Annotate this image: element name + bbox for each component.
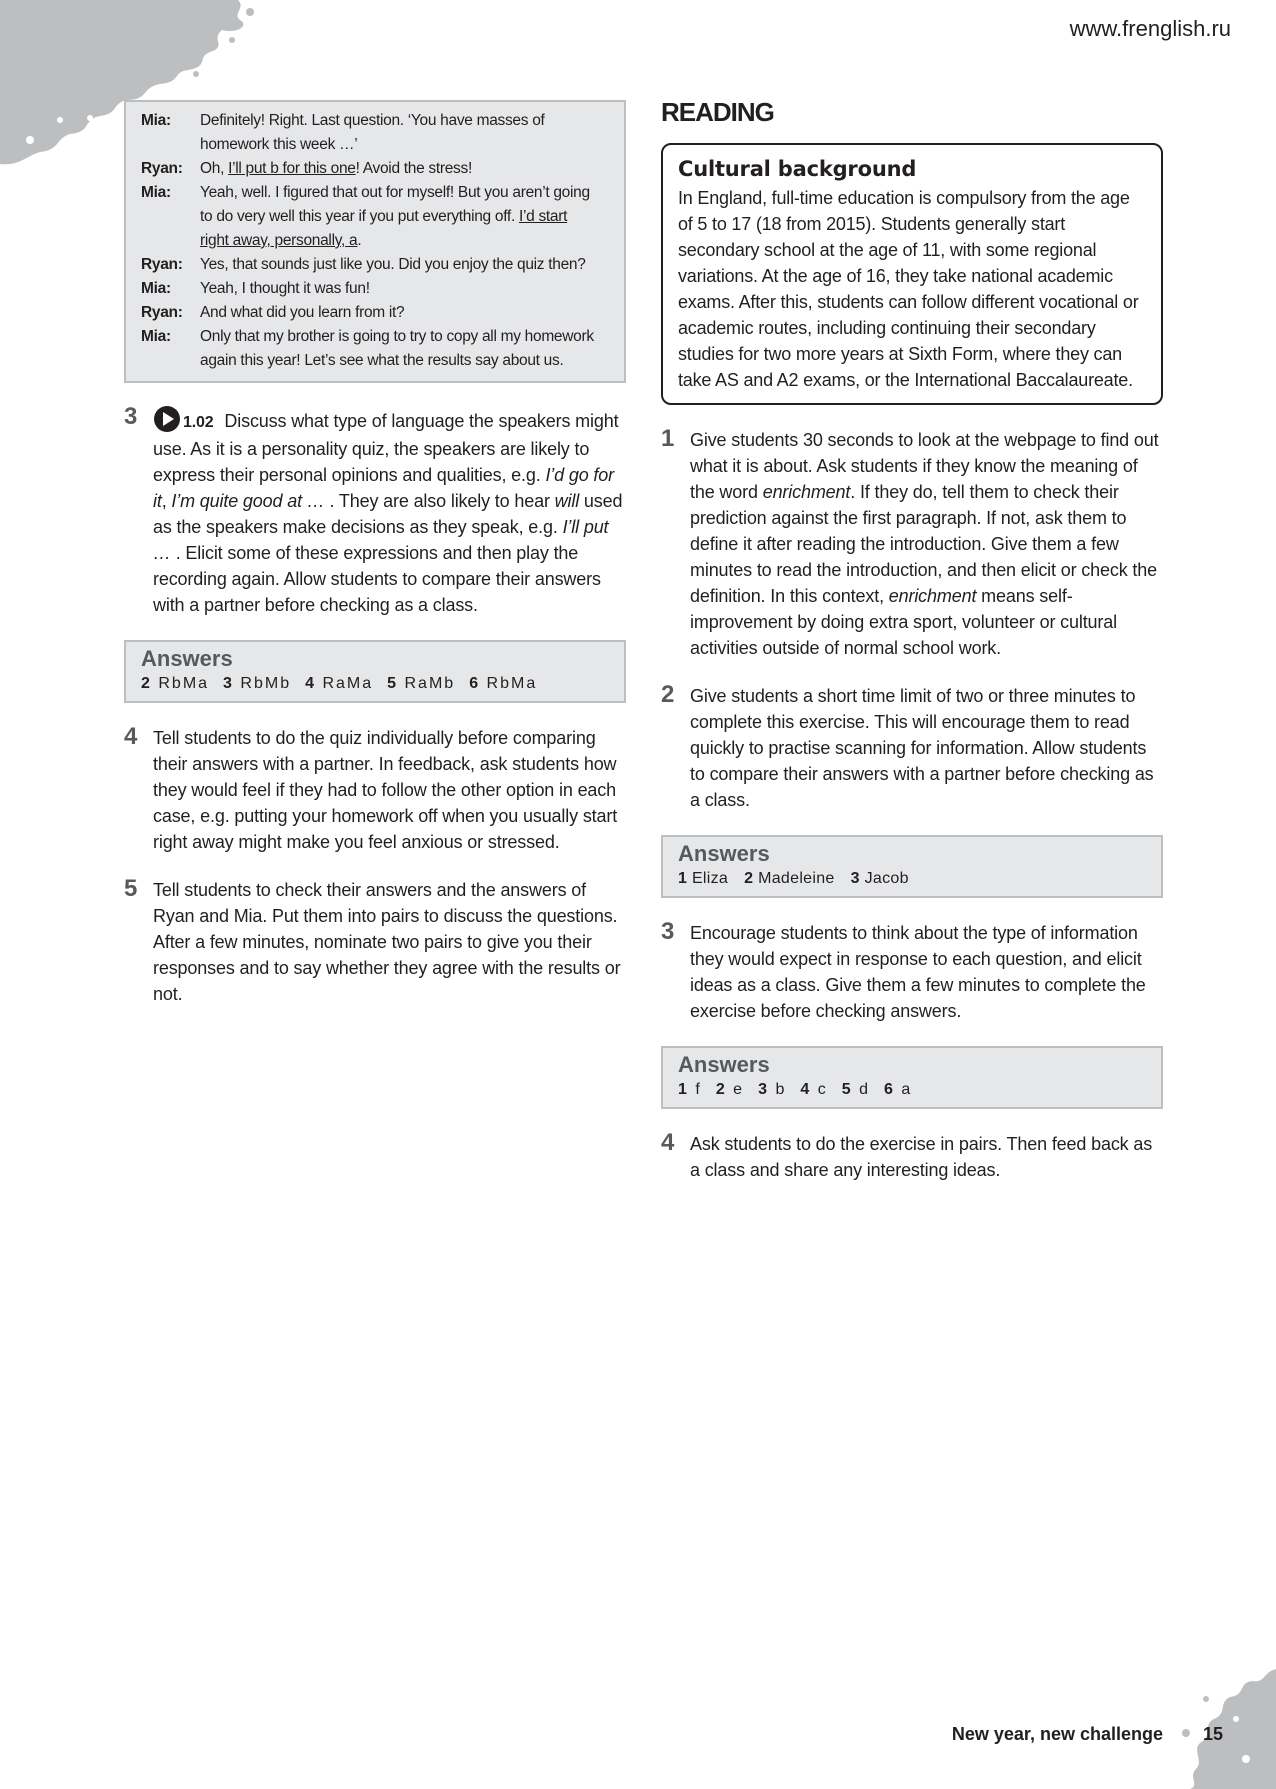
text-run: . Elicit some of these expressions and then play the recording again. Allow students to compare their answers with a partner before checking as a class. <box>153 543 601 615</box>
step-instruction <box>153 411 622 615</box>
speaker-name: Mia: <box>141 280 171 297</box>
text-run: Encourage students to think about the type of information they would expect in response to each question, and elicit ideas as a class. Give them a few minutes to complete the exercise before checking answers. <box>690 923 1146 1021</box>
answer-value: a <box>901 1081 913 1098</box>
answers-list <box>678 868 1146 890</box>
step-number: 3 <box>661 918 675 945</box>
left-column <box>124 100 626 1007</box>
text-run: Yes, that sounds just like you. Did you enjoy the quiz then? <box>200 256 586 273</box>
answer-item <box>884 1081 912 1098</box>
answer-number: 2 <box>141 675 152 692</box>
answer-number: 5 <box>841 1081 853 1098</box>
italic-phrase: I’ll put … <box>153 517 609 563</box>
speaker-name: Mia: <box>141 184 171 201</box>
left-step-4 <box>124 725 626 855</box>
answer-number: 1 <box>678 1081 689 1098</box>
answers-box <box>661 835 1163 898</box>
dialogue-transcript-box <box>124 100 626 383</box>
text-run: . They are also likely to hear <box>324 491 555 511</box>
right-column <box>661 96 1163 1183</box>
answers-heading: Answers <box>678 841 770 866</box>
answer-number: 4 <box>305 675 316 692</box>
speaker-name: Ryan: <box>141 256 183 273</box>
speaker-text <box>200 181 596 253</box>
speaker-name: Ryan: <box>141 304 183 321</box>
answer-number: 3 <box>850 870 860 887</box>
section-title: READING <box>661 97 774 127</box>
text-run: Tell students to check their answers and the answers of Ryan and Mia. Put them into pairs to discuss the questions. After a few minutes, nominate two pairs to give you their responses and to say whether they agree with the results or not. <box>153 880 621 1004</box>
answers-heading: Answers <box>678 1052 770 1077</box>
answer-item <box>678 1081 702 1098</box>
answer-value: Madeleine <box>758 870 835 887</box>
cultural-background-text: In England, full-time education is compulsory from the age of 5 to 17 (18 from 2015). Students generally start secondary school at the age of 11, with some regional variations. At the age of 16, they take national academic exams. After this, students can follow different vocational or academic routes, including continuing their secondary studies for two more years at Sixth Form, where they can take AS and A2 exams, or the International Baccalaureate. <box>678 188 1139 390</box>
text-run: Tell students to do the quiz individually before comparing their answers with a partner. In feedback, ask students how they would feel if they had to follow the other option in each case, e.g. putting your homework off when you usually start right away might make you feel anxious or stressed. <box>153 728 618 852</box>
speaker-name: Mia: <box>141 112 171 129</box>
text-run: used as the speakers make decisions as they speak, e.g. <box>153 491 623 537</box>
answer-item <box>141 675 209 692</box>
answer-value: f <box>695 1081 702 1098</box>
step-text <box>690 1131 1163 1183</box>
speaker-text <box>200 109 596 157</box>
answer-number: 4 <box>800 1081 812 1098</box>
step-number: 5 <box>124 875 138 902</box>
audio-play-icon[interactable] <box>153 405 181 433</box>
dialogue-line <box>141 325 596 373</box>
text-run: ! Avoid the stress! <box>355 160 472 177</box>
answer-value: c <box>817 1081 828 1098</box>
italic-phrase: I’d go for it <box>153 465 614 511</box>
text-run: Definitely! Right. Last question. ‘You have masses of homework this week …’ <box>200 112 545 153</box>
step-text <box>153 725 626 855</box>
answer-value: b <box>775 1081 787 1098</box>
answer-item <box>800 1081 827 1098</box>
answer-item <box>387 675 455 692</box>
answer-value: RaMb <box>404 675 456 692</box>
speaker-text <box>200 253 596 277</box>
underlined-phrase: I’d start right away, personally, a <box>200 208 568 249</box>
answer-item <box>716 1081 744 1098</box>
reading-step-1 <box>661 427 1163 661</box>
text-run: . <box>357 232 362 249</box>
answer-number: 5 <box>387 675 399 692</box>
answer-value: RbMb <box>240 675 292 692</box>
text-run: means self-improvement by doing extra sport, volunteer or cultural activities outside of normal school work. <box>690 586 1117 658</box>
answer-value: RaMa <box>322 675 374 692</box>
step-text <box>153 405 626 618</box>
answer-number: 1 <box>678 870 688 887</box>
reading-step-3 <box>661 920 1163 1024</box>
step-number: 2 <box>661 681 675 708</box>
reading-step-2 <box>661 683 1163 813</box>
dialogue-line <box>141 253 596 277</box>
underlined-phrase: I’ll put b for this one <box>228 160 356 177</box>
answer-value: d <box>859 1081 870 1098</box>
answer-item <box>842 1081 870 1098</box>
speaker-text <box>200 157 596 181</box>
text-run: Oh, <box>200 160 229 177</box>
answer-number: 3 <box>223 675 234 692</box>
page-number: 15 <box>1202 1724 1223 1744</box>
answer-number: 2 <box>744 870 754 887</box>
step-text <box>690 920 1163 1024</box>
step-text <box>153 877 626 1007</box>
cultural-background-box <box>661 143 1163 405</box>
step-number: 4 <box>124 723 138 750</box>
left-step-5 <box>124 877 626 1007</box>
italic-phrase: enrichment <box>762 482 851 502</box>
speaker-name: Ryan: <box>141 160 183 177</box>
text-run: Give students a short time limit of two or three minutes to complete this exercise. This will encourage them to read quickly to practise scanning for information. Allow students to compare their answers with a partner before checking as a class. <box>690 686 1154 810</box>
answers-list <box>141 673 609 695</box>
step-number: 3 <box>124 403 138 430</box>
step-number: 4 <box>661 1129 675 1156</box>
dialogue-line <box>141 157 596 181</box>
answer-value: Eliza <box>691 870 729 887</box>
answer-value: Jacob <box>864 870 909 887</box>
text-run: Yeah, well. I figured that out for myself! But you aren’t going to do very well this year if you put everything off. <box>200 184 590 225</box>
left-step-3 <box>124 405 626 618</box>
speaker-text <box>200 277 596 301</box>
speaker-name: Mia: <box>141 328 171 345</box>
answers-box <box>661 1046 1163 1109</box>
step-text <box>690 427 1163 661</box>
text-run: , <box>161 491 172 511</box>
answer-number: 6 <box>883 1081 895 1098</box>
italic-phrase: will <box>554 491 580 511</box>
answers-box <box>124 640 626 703</box>
answer-item <box>758 1081 786 1098</box>
text-run: Discuss what type of language the speakers might use. As it is a personality quiz, the speakers are likely to express their personal opinions and qualities, e.g. <box>153 411 619 485</box>
step-text <box>690 683 1163 813</box>
step-number: 1 <box>661 425 675 452</box>
answer-value: RbMa <box>486 675 538 692</box>
speaker-text <box>200 301 596 325</box>
answer-item <box>851 870 909 887</box>
answers-heading: Answers <box>141 646 233 671</box>
italic-phrase: enrichment <box>888 586 977 606</box>
cultural-background-title: Cultural background <box>678 157 917 181</box>
answer-item <box>223 675 291 692</box>
answer-number: 6 <box>469 675 481 692</box>
answer-number: 2 <box>715 1081 727 1098</box>
text-run: And what did you learn from it? <box>200 304 405 321</box>
text-run: Only that my brother is going to try to copy all my homework again this year! Let’s see what the results say about us. <box>200 328 594 369</box>
answer-item <box>678 870 728 887</box>
answer-number: 3 <box>758 1081 769 1098</box>
text-run: . If they do, tell them to check their prediction against the first paragraph. If not, ask them to define it after reading the introduction. Give them a few minutes to read the introduction, and then elicit or check the definition. In this context, <box>690 482 1157 606</box>
answer-value: e <box>733 1081 745 1098</box>
reading-step-4 <box>661 1131 1163 1183</box>
dialogue-line <box>141 109 596 157</box>
answer-item <box>744 870 834 887</box>
answers-list <box>678 1079 1146 1101</box>
answer-item <box>469 675 537 692</box>
dialogue-line <box>141 181 596 253</box>
dialogue-line <box>141 301 596 325</box>
italic-phrase: I’m quite good at … <box>171 491 325 511</box>
speaker-text <box>200 325 596 373</box>
dialogue-line <box>141 277 596 301</box>
audio-track-number: 1.02 <box>183 414 214 431</box>
footer-unit-title: New year, new challenge <box>951 1724 1163 1744</box>
text-run: Give students 30 seconds to look at the webpage to find out what it is about. Ask students if they know the meaning of the word <box>690 430 1159 502</box>
answer-item <box>305 675 373 692</box>
text-run: Yeah, I thought it was fun! <box>200 280 370 297</box>
site-url[interactable]: www.frenglish.ru <box>1069 16 1231 41</box>
answer-value: RbMa <box>158 675 210 692</box>
text-run: Ask students to do the exercise in pairs. Then feed back as a class and share any interesting ideas. <box>690 1134 1153 1180</box>
